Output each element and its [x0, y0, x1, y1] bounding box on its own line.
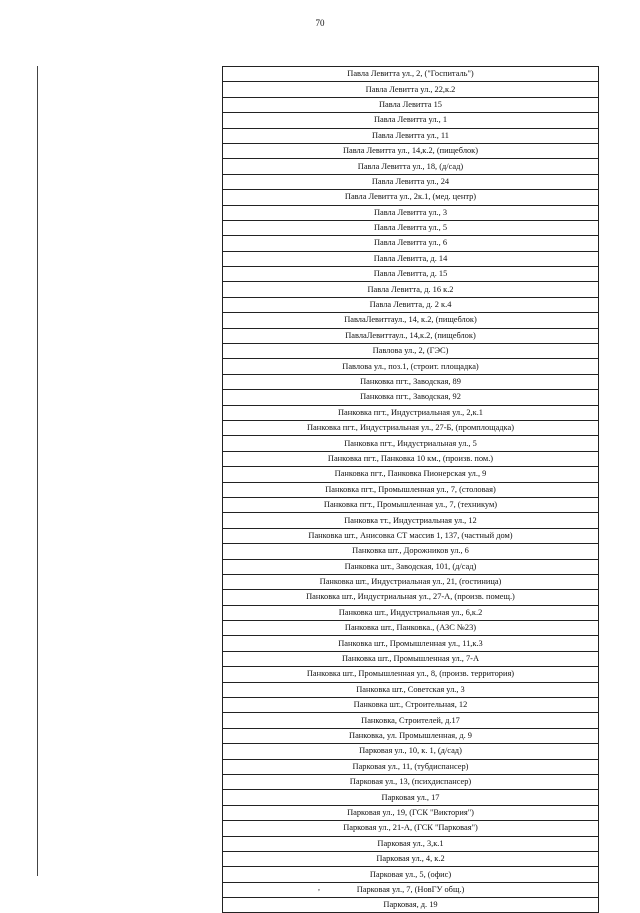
address-cell: Панковка шт., Промышленная ул., 7-А [223, 651, 599, 666]
table-row [223, 282, 599, 297]
address-cell: Павла Левитта, д. 14 [223, 251, 599, 266]
address-cell: Павла Левитта ул., 24 [223, 174, 599, 189]
table-row [223, 405, 599, 420]
table-row [223, 174, 599, 189]
table-row [223, 251, 599, 266]
table-row [223, 605, 599, 620]
bottom-mark: , [318, 883, 320, 892]
address-cell: Парковая ул., 5, (офис) [223, 867, 599, 882]
address-cell: Павла Левитта ул., 14,к.2, (пищеблок) [223, 143, 599, 158]
address-cell: Панковка пгт., Заводская, 92 [223, 390, 599, 405]
table-row [223, 497, 599, 512]
table-row [223, 759, 599, 774]
table-row [223, 559, 599, 574]
table-row [223, 313, 599, 328]
address-cell: Панковка шт., Советская ул., 3 [223, 682, 599, 697]
address-cell: Панковка, ул. Промышленная, д. 9 [223, 728, 599, 743]
table-row [223, 728, 599, 743]
table-row [223, 67, 599, 82]
table-row [223, 374, 599, 389]
address-cell: ПавлаЛевиттаул., 14, к.2, (пищеблок) [223, 313, 599, 328]
table-row [223, 344, 599, 359]
address-cell: Павла Левитта ул., 5 [223, 220, 599, 235]
table-row [223, 159, 599, 174]
address-cell: Панковка шт., Промышленная ул., 8, (произв. территория) [223, 667, 599, 682]
address-cell: Павла Левитта, д. 16 к.2 [223, 282, 599, 297]
address-table [222, 66, 599, 913]
address-cell: Панковка пгт., Заводская, 89 [223, 374, 599, 389]
address-cell: Панковка пгт., Индустриальная ул., 5 [223, 436, 599, 451]
table-row [223, 898, 599, 913]
address-cell: Панковка шт., Заводская, 101, (д/сад) [223, 559, 599, 574]
address-cell: Парковая ул., 7, (НовГУ общ.) [223, 882, 599, 897]
address-cell: Панковка шт., Дорожников ул., 6 [223, 544, 599, 559]
table-row [223, 636, 599, 651]
table-row [223, 205, 599, 220]
address-cell: Парковая ул., 21-А, (ГСК "Парковая") [223, 821, 599, 836]
table-row [223, 236, 599, 251]
table-row [223, 528, 599, 543]
table-row [223, 328, 599, 343]
address-cell: Панковка пгт., Промышленная ул., 7, (техникум) [223, 497, 599, 512]
address-cell: Павла Левитта 15 [223, 97, 599, 112]
left-margin-line [37, 66, 38, 876]
table-row [223, 467, 599, 482]
table-row [223, 867, 599, 882]
address-cell: Павла Левитта ул., 6 [223, 236, 599, 251]
table-row [223, 420, 599, 435]
table-row [223, 390, 599, 405]
address-cell: Парковая ул., 13, (психдиспансер) [223, 774, 599, 789]
table-row [223, 621, 599, 636]
address-cell: Панковка шт., Индустриальная ул., 27-А, (произв. помещ.) [223, 590, 599, 605]
table-row [223, 744, 599, 759]
table-row [223, 436, 599, 451]
address-cell: Панковка пгт., Панковка Пионерская ул., 9 [223, 467, 599, 482]
address-cell: Панковка тт., Индустриальная ул., 12 [223, 513, 599, 528]
address-table-body [223, 67, 599, 913]
table-row [223, 651, 599, 666]
address-cell: Павла Левитта ул., 1 [223, 113, 599, 128]
address-cell: Панковка шт., Анисовка СТ массив 1, 137, (частный дом) [223, 528, 599, 543]
address-cell: Панковка шт., Индустриальная ул., 6,к.2 [223, 605, 599, 620]
address-cell: Павла Левитта ул., 11 [223, 128, 599, 143]
address-cell: Панковка пгт., Промышленная ул., 7, (столовая) [223, 482, 599, 497]
table-row [223, 713, 599, 728]
table-row [223, 113, 599, 128]
table-row [223, 574, 599, 589]
table-row [223, 698, 599, 713]
address-cell: Панковка шт., Строительная, 12 [223, 698, 599, 713]
table-row [223, 359, 599, 374]
table-row [223, 143, 599, 158]
address-cell: Парковая, д. 19 [223, 898, 599, 913]
address-cell: Панковка пгт., Индустриальная ул., 27-Б, (промплощадка) [223, 420, 599, 435]
address-cell: Павла Левитта, д. 15 [223, 267, 599, 282]
table-row [223, 128, 599, 143]
table-row [223, 590, 599, 605]
table-row [223, 220, 599, 235]
table-row [223, 267, 599, 282]
table-row [223, 190, 599, 205]
address-cell: Павла Левитта ул., 18, (д/сад) [223, 159, 599, 174]
table-row [223, 805, 599, 820]
address-cell: Панковка шт., Панковка., (АЗС №23) [223, 621, 599, 636]
address-cell: Парковая ул., 17 [223, 790, 599, 805]
address-cell: Панковка пгт., Панковка 10 км., (произв. пом.) [223, 451, 599, 466]
table-row [223, 882, 599, 897]
address-cell: Павлова ул., 2, (ГЭС) [223, 344, 599, 359]
address-cell: Павла Левитта ул., 3 [223, 205, 599, 220]
address-cell: Парковая ул., 3,к.1 [223, 836, 599, 851]
address-cell: Парковая ул., 19, (ГСК "Виктория") [223, 805, 599, 820]
table-row [223, 513, 599, 528]
table-row [223, 544, 599, 559]
address-cell: Павла Левитта ул., 22,к.2 [223, 82, 599, 97]
address-cell: ПавлаЛевиттаул., 14,к.2, (пищеблок) [223, 328, 599, 343]
table-row [223, 851, 599, 866]
table-row [223, 82, 599, 97]
table-row [223, 97, 599, 112]
table-row [223, 790, 599, 805]
address-cell: Павла Левитта ул., 2к.1, (мед. центр) [223, 190, 599, 205]
address-cell: Павлова ул., поз.1, (строит. площадка) [223, 359, 599, 374]
table-row [223, 836, 599, 851]
address-cell: Панковка, Строителей, д.17 [223, 713, 599, 728]
table-row [223, 297, 599, 312]
table-row [223, 451, 599, 466]
address-cell: Павла Левитта, д. 2 к.4 [223, 297, 599, 312]
address-cell: Павла Левитта ул., 2, ("Госпиталь") [223, 67, 599, 82]
address-cell: Парковая ул., 10, к. 1, (д/сад) [223, 744, 599, 759]
page-number: 70 [315, 18, 325, 28]
table-row [223, 482, 599, 497]
address-cell: Панковка шт., Индустриальная ул., 21, (гостиница) [223, 574, 599, 589]
table-row [223, 682, 599, 697]
address-cell: Панковка шт., Промышленная ул., 11,к.3 [223, 636, 599, 651]
table-row [223, 821, 599, 836]
address-cell: Панковка пгт., Индустриальная ул., 2,к.1 [223, 405, 599, 420]
address-cell: Парковая ул., 11, (тубдиспансер) [223, 759, 599, 774]
table-row [223, 667, 599, 682]
table-row [223, 774, 599, 789]
address-cell: Парковая ул., 4, к.2 [223, 851, 599, 866]
